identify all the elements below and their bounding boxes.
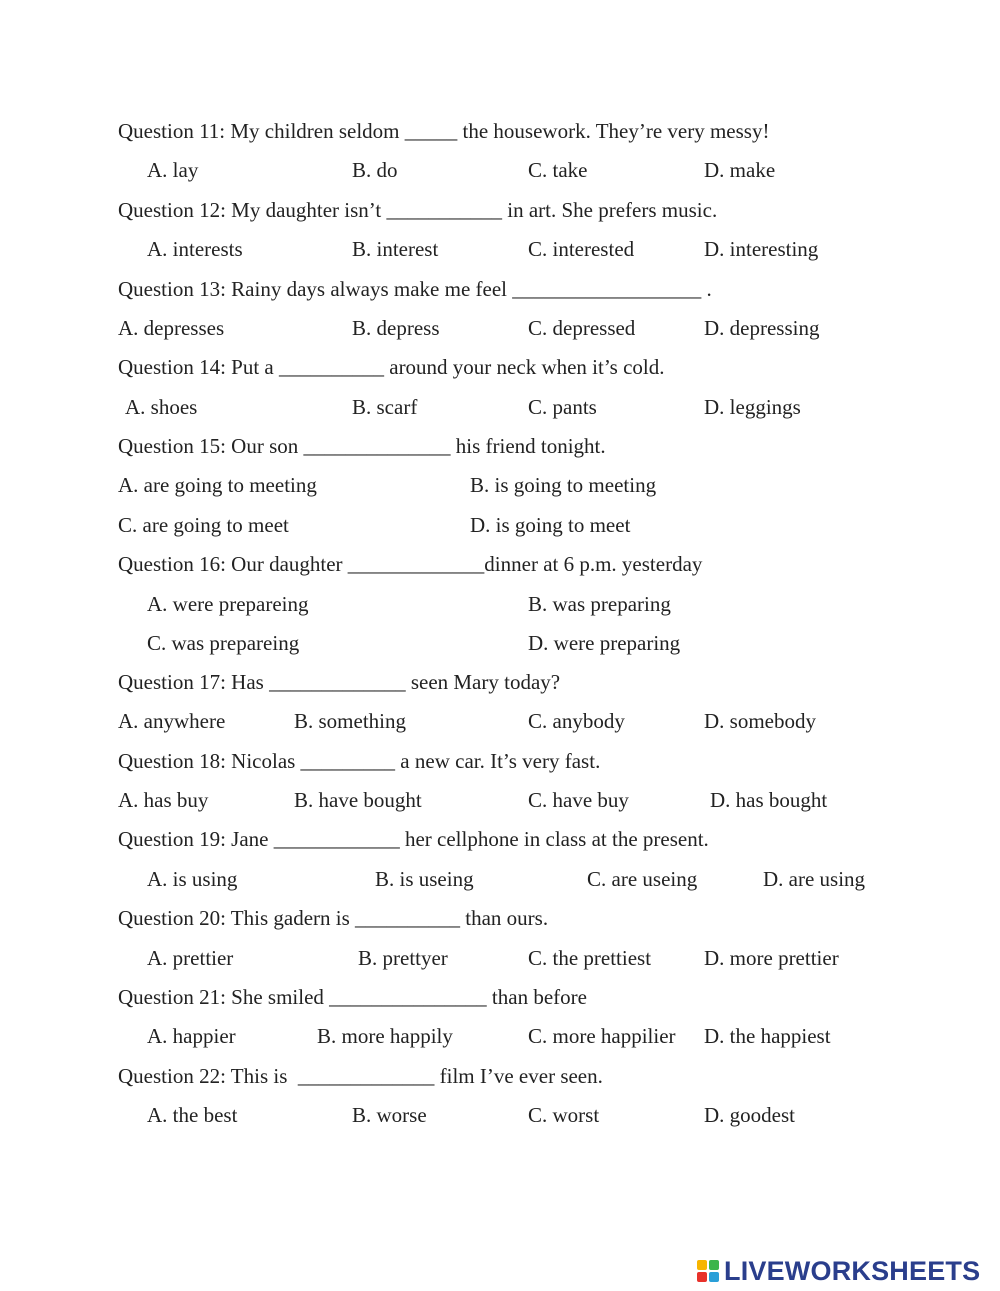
- q14-option-b[interactable]: B. scarf: [352, 395, 418, 419]
- q13-option-d[interactable]: D. depressing: [704, 316, 820, 340]
- question-21-stem: Question 21: She smiled _______________ than before: [118, 985, 587, 1009]
- question-22-stem: Question 22: This is _____________ film I’ve ever seen.: [118, 1064, 603, 1088]
- q13-option-b[interactable]: B. depress: [352, 316, 440, 340]
- question-15-stem: Question 15: Our son ______________ his friend tonight.: [118, 434, 606, 458]
- q17-option-b[interactable]: B. something: [294, 709, 407, 733]
- q15-option-c[interactable]: C. are going to meet: [118, 513, 289, 537]
- question-16-stem: Question 16: Our daughter _____________dinner at 6 p.m. yesterday: [118, 552, 703, 576]
- q14-option-a[interactable]: A. shoes: [125, 395, 198, 419]
- logo-square-1: [697, 1260, 707, 1270]
- q20-option-c[interactable]: C. the prettiest: [528, 946, 652, 970]
- q17-option-d[interactable]: D. somebody: [704, 709, 816, 733]
- q18-option-a[interactable]: A. has buy: [118, 788, 209, 812]
- q19-option-c[interactable]: C. are useing: [587, 867, 698, 891]
- q15-option-d[interactable]: D. is going to meet: [470, 513, 631, 537]
- q16-option-b[interactable]: B. was preparing: [528, 592, 671, 616]
- q21-option-c[interactable]: C. more happilier: [528, 1024, 676, 1048]
- question-12-stem: Question 12: My daughter isn’t ___________ in art. She prefers music.: [118, 198, 718, 222]
- q20-option-b[interactable]: B. prettyer: [358, 946, 448, 970]
- q17-option-c[interactable]: C. anybody: [528, 709, 625, 733]
- q12-option-c[interactable]: C. interested: [528, 237, 635, 261]
- q18-option-b[interactable]: B. have bought: [294, 788, 422, 812]
- q21-option-a[interactable]: A. happier: [147, 1024, 236, 1048]
- q19-option-d[interactable]: D. are using: [763, 867, 866, 891]
- q18-option-d[interactable]: D. has bought: [710, 788, 828, 812]
- q11-option-d[interactable]: D. make: [704, 158, 776, 182]
- q17-option-a[interactable]: A. anywhere: [118, 709, 226, 733]
- q18-option-c[interactable]: C. have buy: [528, 788, 629, 812]
- question-19-stem: Question 19: Jane ____________ her cellphone in class at the present.: [118, 827, 709, 851]
- q15-option-a[interactable]: A. are going to meeting: [118, 473, 317, 497]
- q16-option-d[interactable]: D. were preparing: [528, 631, 681, 655]
- q13-option-a[interactable]: A. depresses: [118, 316, 225, 340]
- q19-option-a[interactable]: A. is using: [147, 867, 238, 891]
- question-14-stem: Question 14: Put a __________ around your neck when it’s cold.: [118, 355, 665, 379]
- q21-option-b[interactable]: B. more happily: [317, 1024, 453, 1048]
- q16-option-a[interactable]: A. were prepareing: [147, 592, 309, 616]
- q14-option-c[interactable]: C. pants: [528, 395, 597, 419]
- logo-square-4: [709, 1272, 719, 1282]
- q12-option-b[interactable]: B. interest: [352, 237, 439, 261]
- q22-option-b[interactable]: B. worse: [352, 1103, 427, 1127]
- liveworksheets-logo-icon: [697, 1260, 719, 1282]
- q11-option-c[interactable]: C. take: [528, 158, 588, 182]
- q22-option-a[interactable]: A. the best: [147, 1103, 238, 1127]
- q20-option-d[interactable]: D. more prettier: [704, 946, 839, 970]
- question-17-stem: Question 17: Has _____________ seen Mary today?: [118, 670, 561, 694]
- q15-option-b[interactable]: B. is going to meeting: [470, 473, 657, 497]
- q20-option-a[interactable]: A. prettier: [147, 946, 234, 970]
- q21-option-d[interactable]: D. the happiest: [704, 1024, 831, 1048]
- q14-option-d[interactable]: D. leggings: [704, 395, 801, 419]
- q19-option-b[interactable]: B. is useing: [375, 867, 474, 891]
- question-13-stem: Question 13: Rainy days always make me feel __________________ .: [118, 277, 712, 301]
- q13-option-c[interactable]: C. depressed: [528, 316, 636, 340]
- question-11-stem: Question 11: My children seldom _____ the housework. They’re very messy!: [118, 119, 770, 143]
- question-20-stem: Question 20: This gadern is __________ than ours.: [118, 906, 549, 930]
- question-18-stem: Question 18: Nicolas _________ a new car. It’s very fast.: [118, 749, 601, 773]
- liveworksheets-logo: [697, 1255, 980, 1287]
- logo-square-3: [697, 1272, 707, 1282]
- logo-text: LIVEWORKSHEETS: [724, 1255, 981, 1286]
- q11-option-a[interactable]: A. lay: [147, 158, 199, 182]
- q11-option-b[interactable]: B. do: [352, 158, 398, 182]
- q16-option-c[interactable]: C. was prepareing: [147, 631, 300, 655]
- logo-square-2: [709, 1260, 719, 1270]
- q12-option-d[interactable]: D. interesting: [704, 237, 819, 261]
- q12-option-a[interactable]: A. interests: [147, 237, 243, 261]
- q22-option-c[interactable]: C. worst: [528, 1103, 600, 1127]
- q22-option-d[interactable]: D. goodest: [704, 1103, 795, 1127]
